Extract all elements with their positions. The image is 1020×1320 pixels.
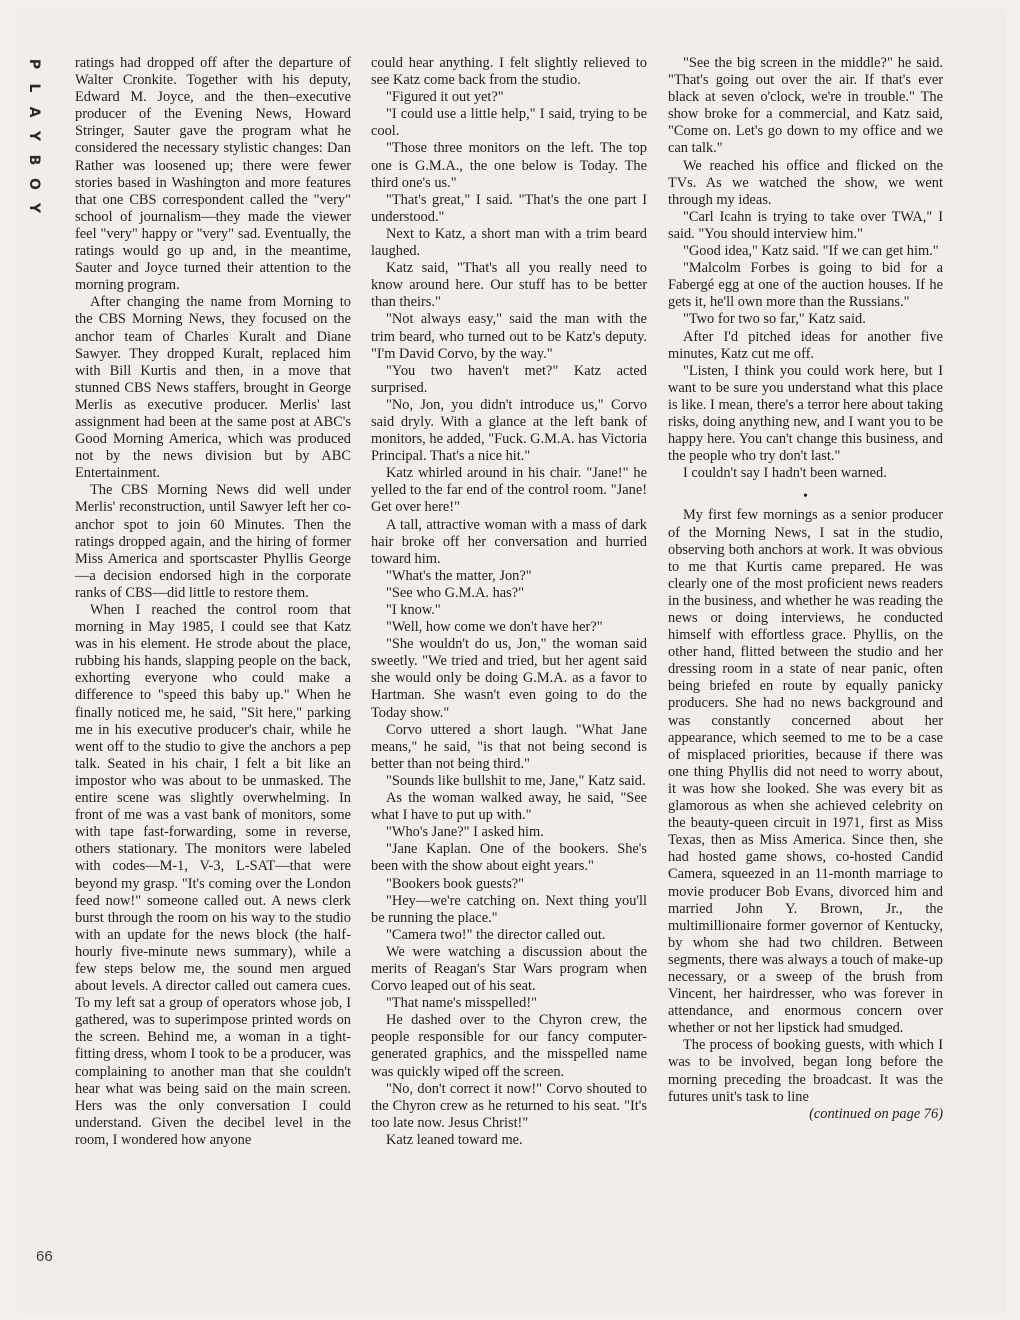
paragraph: Katz whirled around in his chair. "Jane!" he yelled to the far end of the control room. "Jane! Get over here!" [371,465,647,516]
masthead-letter: P [26,58,42,70]
paragraph: could hear anything. I felt slightly relieved to see Katz come back from the studio. [371,55,647,89]
masthead-letter: Y [26,202,42,214]
paragraph: "She wouldn't do us, Jon," the woman said sweetly. "We tried and tried, but her agent said she would only be doing G.M.A. as a favor to Hartman. She wasn't even going to do the Today show." [371,636,647,721]
masthead-letter: B [26,154,42,166]
continued-note: (continued on page 76) [809,1105,943,1122]
paragraph: "That's great," I said. "That's the one part I understood." [371,191,647,225]
page-number: 66 [36,1248,53,1265]
paragraph: "Bookers book guests?" [386,875,525,892]
masthead-vertical [22,52,46,220]
paragraph: "Those three monitors on the left. The top one is G.M.A., the one below is Today. The third one's us." [371,140,647,191]
paragraph: Corvo uttered a short laugh. "What Jane means," he said, "is that not being second is better than not being third." [371,721,647,772]
article-column-3 [668,55,943,1123]
masthead-letter: Y [26,130,42,142]
paragraph: "Two for two so far," Katz said. [683,311,866,328]
paragraph: As the woman walked away, he said, "See what I have to put up with." [371,790,647,824]
paragraph: We reached his office and flicked on the TVs. As we watched the show, we went through my ideas. [668,157,943,208]
paragraph: "Good idea," Katz said. "If we can get him." [683,243,939,260]
paragraph: He dashed over to the Chyron crew, the people responsible for our fancy computer-generated graphics, and the misspelled name was quickly wiped off the screen. [371,1012,647,1080]
paragraph: "Malcolm Forbes is going to bid for a Fabergé egg at one of the auction houses. If he gets it, he'll own more than the Russians." [668,260,943,311]
paragraph: "Camera two!" the director called out. [386,926,606,943]
paragraph: Katz said, "That's all you really need to know around here. Our stuff has to be better than theirs." [371,260,647,311]
paragraph: "Not always easy," said the man with the trim beard, who turned out to be Katz's deputy. "I'm David Corvo, by the way." [371,311,647,362]
masthead-letter: L [26,83,42,93]
paragraph: We were watching a discussion about the merits of Reagan's Star Wars program when Corvo leaped out of his seat. [371,943,647,995]
paragraph: "I know." [386,602,441,618]
paragraph: After I'd pitched ideas for another five minutes, Katz cut me off. [668,328,943,362]
paragraph: Next to Katz, a short man with a trim beard laughed. [371,225,647,260]
paragraph: "Listen, I think you could work here, but I want to be sure you understand what this place is like. I mean, there's a terror here about taking risks, doing anything new, and I want you to be happy here. You can't change this business, and the people who try don't last." [668,362,943,465]
paragraph: ratings had dropped off after the departure of Walter Cronkite. Together with his deputy, Edward M. Joyce, and the then–executive producer of the Evening News, Howard Stringer, Sauter gave the program what he considered the necessary stylistic changes: Dan Rather was loosened up; there were fewer stories based in Washington and more features that one CBS correspondent called the "very" school of journalism—they made the viewer feel "very" happy or "very" sad. Eventually, the ratings would go up and, in the meantime, Sauter and Joyce turned their attention to the morning program. [75,55,351,294]
paragraph: The process of booking guests, with which I was to be involved, began long before the morning preceding the broadcast. It was the futures unit's task to line [668,1037,943,1105]
section-separator: • [803,489,808,505]
paragraph: Katz leaned toward me. [386,1131,523,1148]
paragraph: "Well, how come we don't have her?" [386,619,603,636]
paragraph: "I could use a little help," I said, trying to be cool. [371,106,647,140]
paragraph: My first few mornings as a senior producer of the Morning News, I sat in the studio, observing both anchors at work. It was obvious to me that Kurtis came prepared. He was clearly one of the most proficient news readers in the business, and whether he was reading the news or doing interviews, he conducted himself with effortless grace. Phyllis, on the other hand, flitted between the studio and her dressing room in a state of near panic, often being briefed en route by equally panicky producers. She had no news background and was constantly concerned about her appearance, which seemed to me to be a case of misplaced priorities, because if there was one thing Phyllis did not need to worry about, it was how she looked. She was every bit as glamorous as when she achieved celebrity on the beauty-queen circuit in 1971, first as Miss Texas, then as Miss America. Since then, she had hosted game shows, co-hosted Candid Camera, squeezed in an 11-month marriage to movie producer Bob Evans, divorced him and married John Y. Brown, Jr., the multimillionaire former governor of Kentucky, by whom she had two children. Between segments, there was always a touch of make-up necessary, or a sweep of the brush from Vincent, her hairdresser, who was forever in attendance, and enormous concern over whether or not her lipstick had smudged. [668,507,943,1037]
paragraph: When I reached the control room that morning in May 1985, I could see that Katz was in his element. He strode about the place, rubbing his hands, slapping people on the back, exhorting everyone who could make a difference to "speed this baby up." When he finally noticed me, he said, "Sit here," parking me in his executive producer's chair, while he went off to the studio to give the anchors a pep talk. Seated in his chair, I felt a bit like an impostor who was about to be unmasked. The entire scene was slightly overwhelming. In front of me was a vast bank of monitors, some with tape fast-forwarding, some in reverse, others stationary. The monitors were labeled with codes—M-1, V-3, L-SAT—that were beyond my grasp. "It's coming over the London feed now!" someone called out. A news clerk burst through the room on his way to the studio with an update for the news block (the half-hourly five-minute news summary), while a few steps below me, the sound men argued about levels. A director called out camera cues. To my left sat a group of operators whose job, I gathered, was to superimpose printed words on the screen. Behind me, a woman in a tight-fitting dress, whom I took to be a producer, was complaining to another man that she couldn't hear what was being said on the main screen. Hers was the only conversation I could understand. Given the decibel level in the room, I wondered how anyone [75,602,351,1148]
paragraph: "That name's misspelled!" [386,995,538,1012]
article-column-1 [75,55,351,1149]
paragraph: "Hey—we're catching on. Next thing you'll be running the place." [371,892,647,926]
paragraph: "Jane Kaplan. One of the bookers. She's been with the show about eight years." [371,841,647,875]
paragraph: I couldn't say I hadn't been warned. [683,465,887,482]
masthead-letter: O [26,178,42,190]
paragraph: "No, Jon, you didn't introduce us," Corvo said dryly. With a glance at the left bank of monitors, he added, "Fuck. G.M.A. has Victoria Principal. That's a nice hit." [371,396,647,465]
paragraph: "No, don't correct it now!" Corvo shouted to the Chyron crew as he returned to his seat. "It's too late now. Jesus Christ!" [371,1080,647,1131]
paragraph: After changing the name from Morning to the CBS Morning News, they focused on the anchor team of Charles Kuralt and Diane Sawyer. They dropped Kuralt, replaced him with Bill Kurtis and then, in a move that stunned CBS News staffers, brought in George Merlis as executive producer. Merlis' last assignment had been at the same post at ABC's Good Morning America, which was produced not by the news division but by ABC Entertainment. [75,294,351,482]
paragraph: "See who G.M.A. has?" [386,584,525,601]
paragraph: The CBS Morning News did well under Merlis' reconstruction, until Sawyer left her co-anchor spot to join 60 Minutes. Then the ratings dropped again, and the hiring of former Miss America and sportscaster Phyllis George—a decision endorsed high in the corporate ranks of CBS—did little to restore them. [75,482,351,601]
paragraph: "Sounds like bullshit to me, Jane," Katz said. [386,772,646,789]
masthead-letter: A [26,106,42,118]
paragraph: "Carl Icahn is trying to take over TWA," I said. "You should interview him." [668,208,943,242]
paragraph: "You two haven't met?" Katz acted surprised. [371,362,647,396]
article-column-2 [371,55,647,1149]
paragraph: "Who's Jane?" I asked him. [386,824,544,841]
paragraph: "Figured it out yet?" [386,89,504,106]
paragraph: A tall, attractive woman with a mass of dark hair broke off her conversation and hurried toward him. [371,516,647,567]
paragraph: "What's the matter, Jon?" [386,567,532,584]
paragraph: "See the big screen in the middle?" he said. "That's going out over the air. If that's ever black at seven o'clock, we're in trouble." The show broke for a commercial, and Katz said, "Come on. Let's go down to my office and we can talk." [668,55,943,157]
